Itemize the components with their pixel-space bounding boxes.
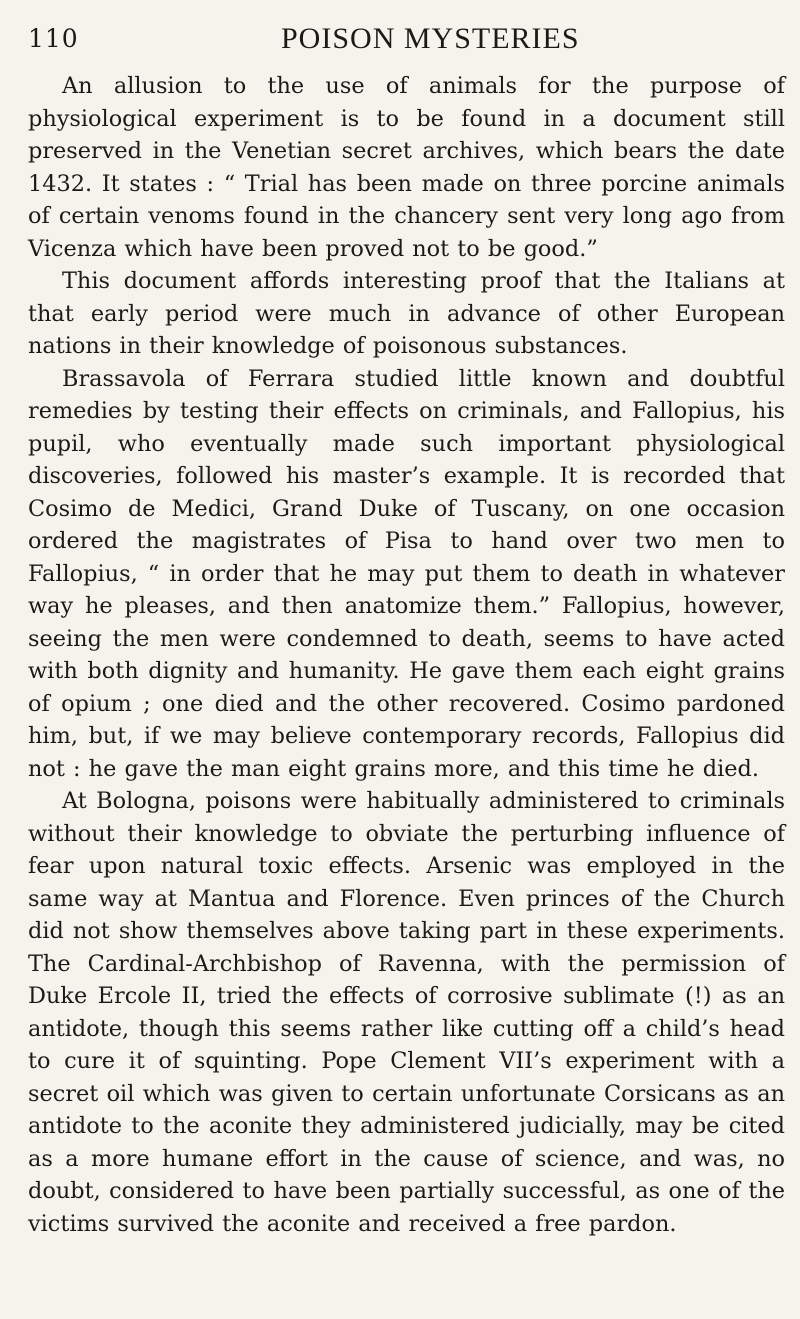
running-title: POISON MYSTERIES bbox=[281, 22, 580, 55]
body-text bbox=[28, 70, 785, 1240]
paragraph-venetian-archives: An allusion to the use of animals for the purpose of physiological experiment is to be found in a document still preserved in the Venetian secret archives, which bears the date 1432. It states : “ Trial has been made on three porcine animals of certain venoms found in the chancery sent very long ago from Vicenza which have been proved not to be good.” bbox=[28, 73, 785, 262]
page-number: 110 bbox=[28, 24, 79, 53]
running-head bbox=[0, 14, 800, 58]
paragraph-brassavola-fallopius: Brassavola of Ferrara studied little known and doubtful remedies by testing their effects on criminals, and Fallopius, his pupil, who eventually made such important physiological discoveries, followed his master’s example. It is recorded that Cosimo de Medici, Grand Duke of Tuscany, on one occasion ordered the magistrates of Pisa to hand over two men to Fallopius, “ in order that he may put them to death in whatever way he pleases, and then anatomize them.” Fallopius, however, seeing the men were condemned to death, seems to have acted with both dignity and humanity. He gave them each eight grains of opium ; one died and the other recovered. Cosimo pardoned him, but, if we may believe contemporary records, Fallopius did not : he gave the man eight grains more, and this time he died. bbox=[28, 365, 785, 782]
paragraph-bologna-poisons: At Bologna, poisons were habitually administered to criminals without their knowledge to obviate the perturbing influence of fear upon natural toxic effects. Arsenic was employed in the same way at Mantua and Florence. Even princes of the Church did not show themselves above taking part in these experiments. The Cardinal-Archbishop of Ravenna, with the permission of Duke Ercole II, tried the effects of corrosive sublimate (!) as an antidote, though this seems rather like cutting off a child’s head to cure it of squinting. Pope Clement VII’s experiment with a secret oil which was given to certain unfortunate Corsicans as an antidote to the aconite they administered judicially, may be cited as a more humane effort in the cause of science, and was, no doubt, considered to have been partially successful, as one of the victims survived the aconite and received a free pardon. bbox=[28, 788, 785, 1237]
paragraph-italian-knowledge: This document affords interesting proof that the Italians at that early period were much in advance of other European nations in their knowledge of poisonous substances. bbox=[28, 268, 785, 359]
